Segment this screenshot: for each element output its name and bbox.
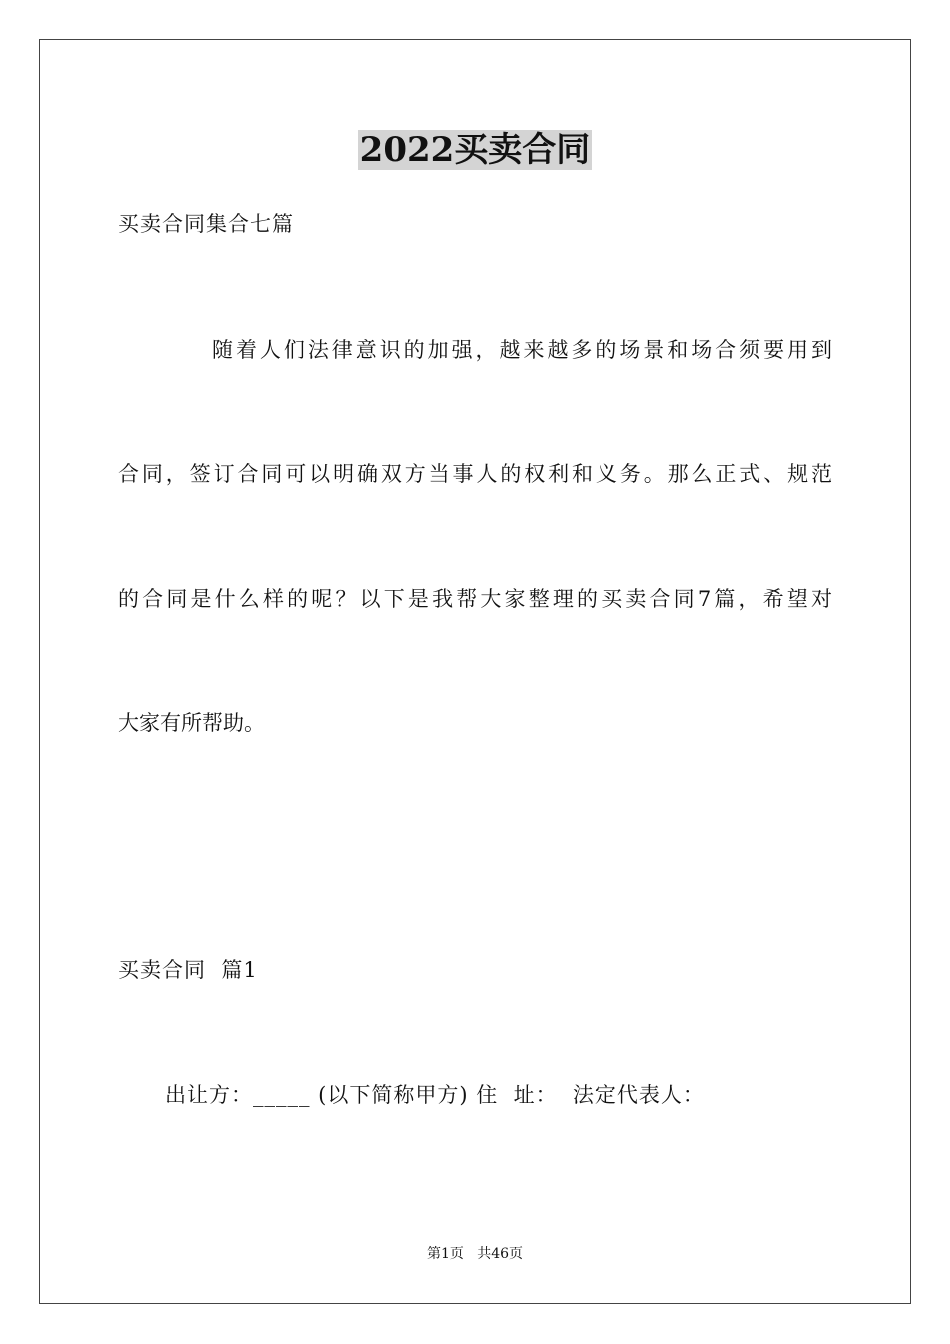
party-info-line: 出让方：_____ (以下简称甲方) 住 址： 法定代表人： [165,1083,705,1107]
page-number-text: 第1页 共46页 [426,1246,524,1262]
document-title-text: 2022买卖合同 [359,130,591,170]
intro-line-2: 合同，签订合同可以明确双方当事人的权利和义务。那么正式、规范 [118,462,832,486]
document-subtitle: 买卖合同集合七篇 [118,212,294,236]
intro-line-3: 的合同是什么样的呢？以下是我帮大家整理的买卖合同7篇，希望对 [118,587,832,611]
page-footer [0,1244,950,1264]
intro-line-1: 随着人们法律意识的加强，越来越多的场景和场合须要用到 [212,338,832,362]
document-title [0,126,950,174]
section-heading: 买卖合同 篇1 [118,958,258,982]
intro-line-4: 大家有所帮助。 [118,711,265,735]
